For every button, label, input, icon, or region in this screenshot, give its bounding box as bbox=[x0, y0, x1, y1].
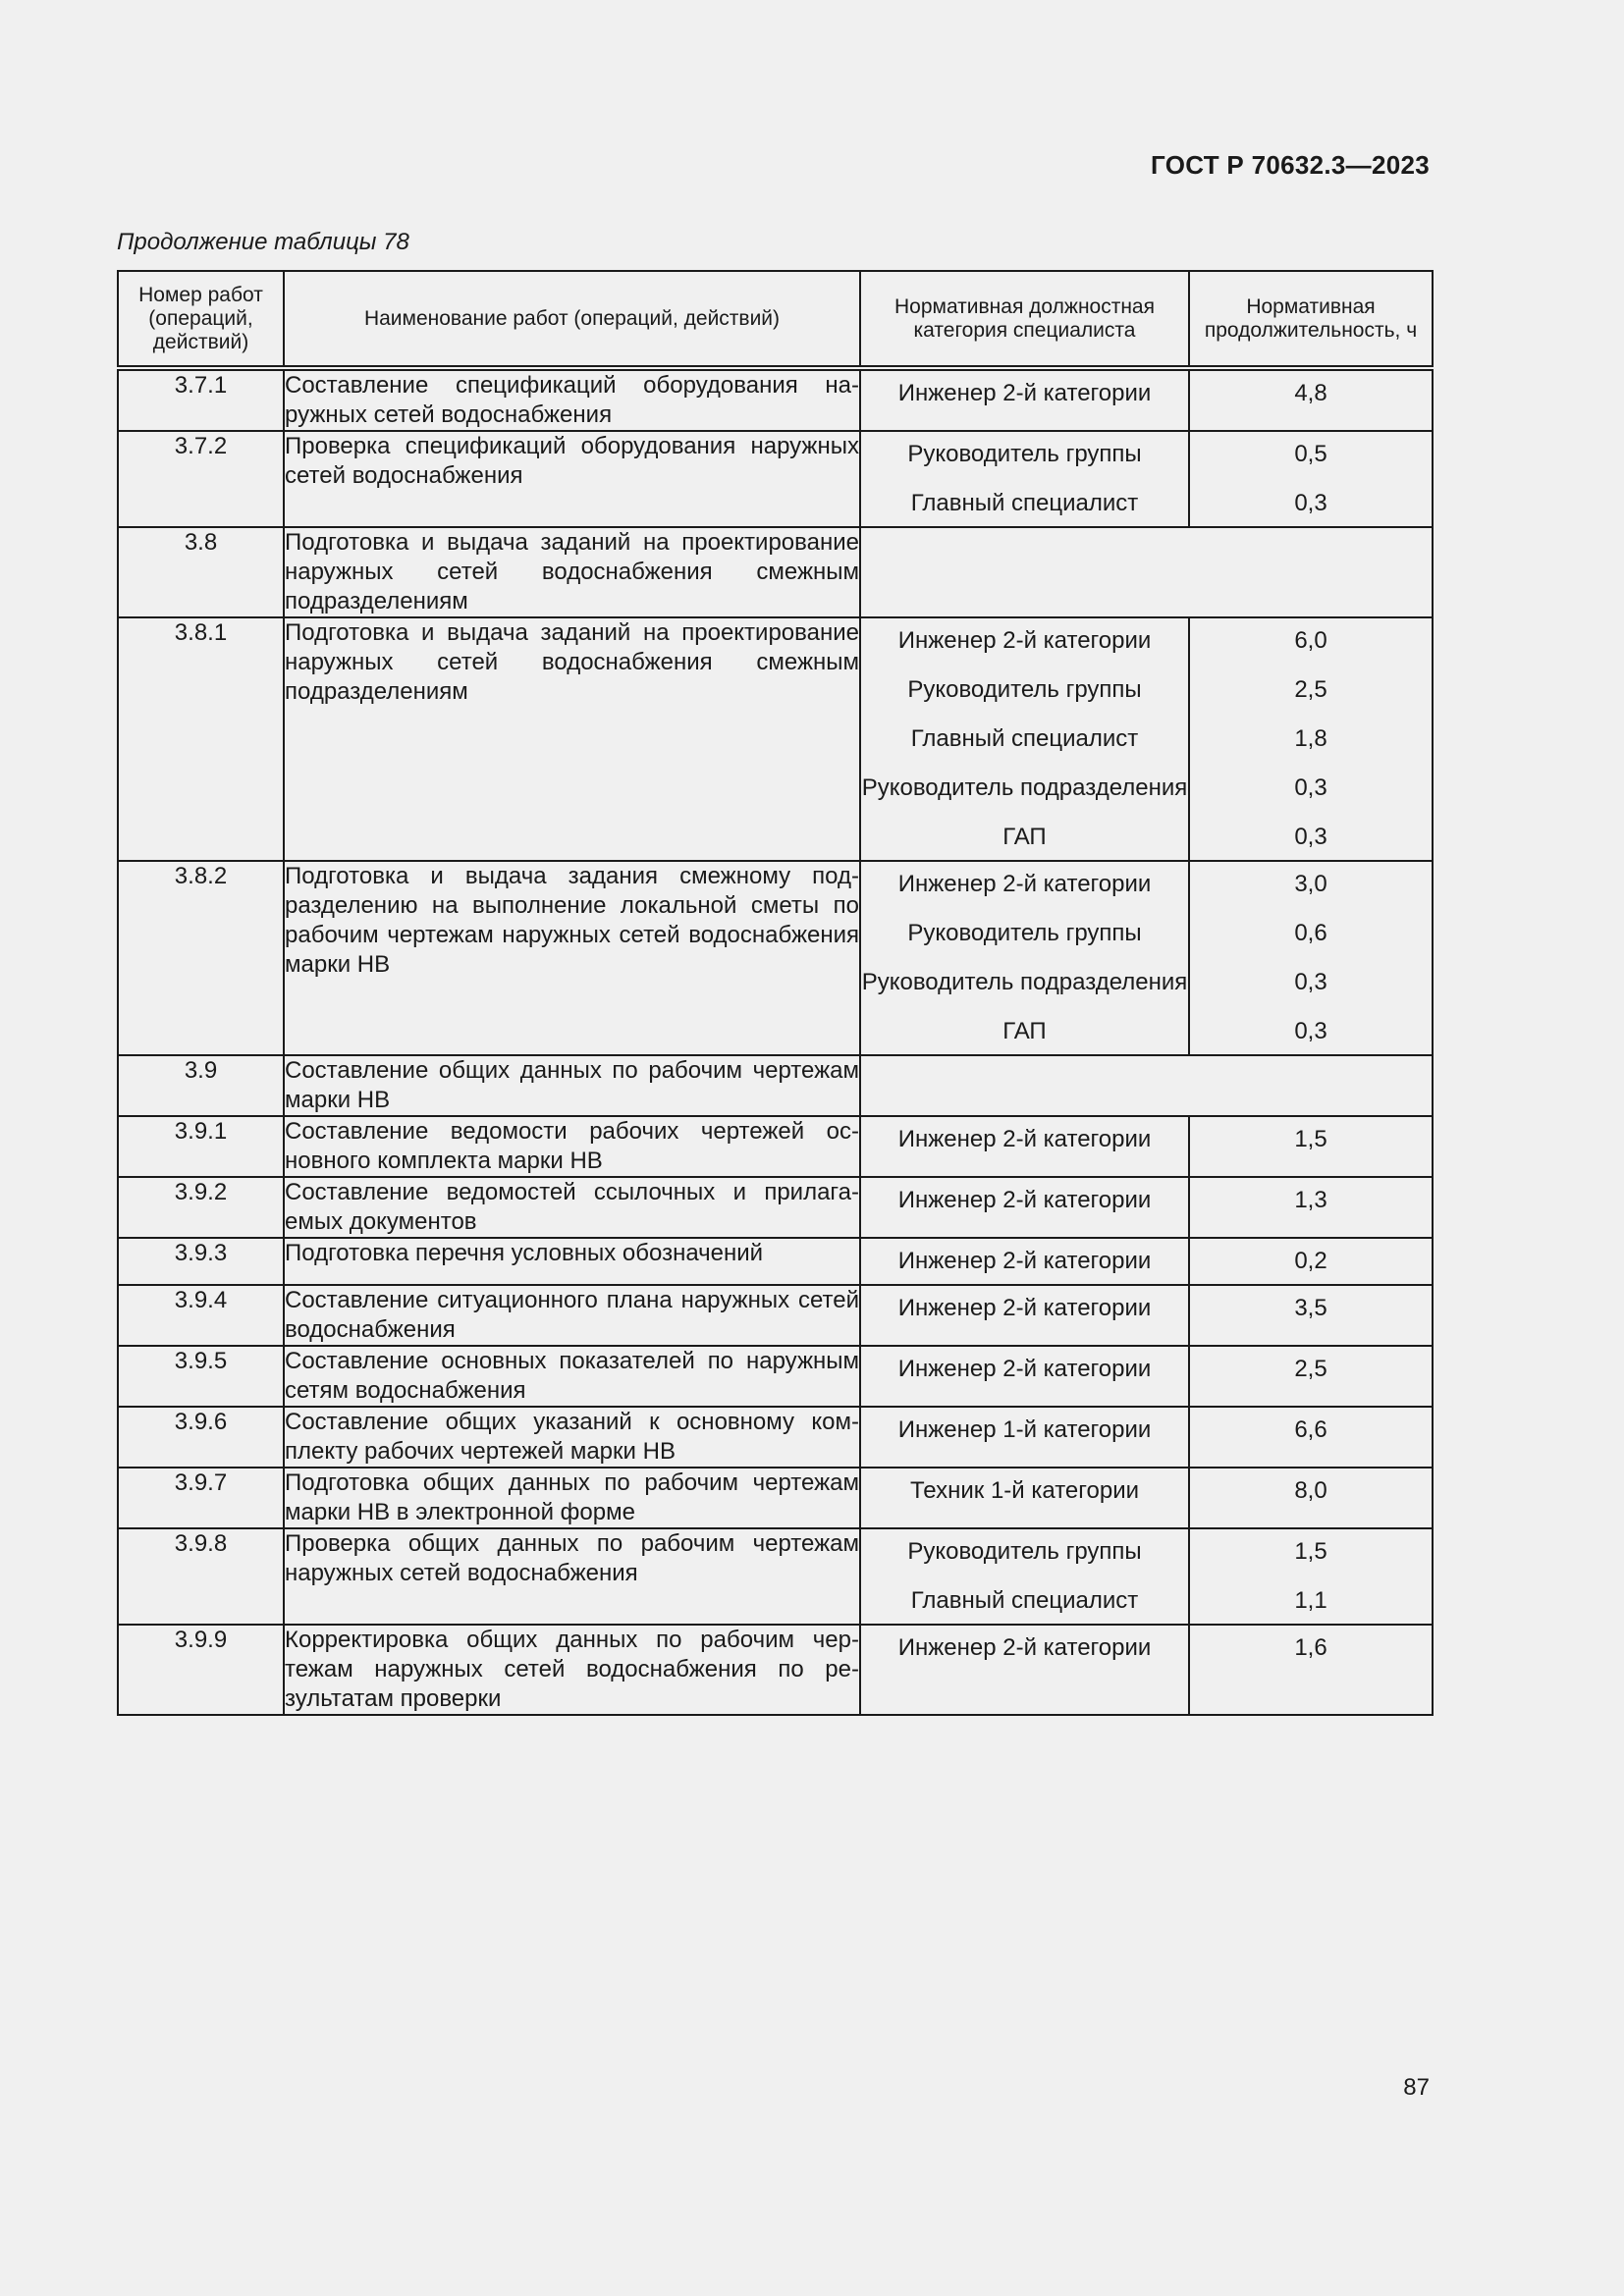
specialist-category: Инженер 2-й категории bbox=[897, 1187, 1152, 1213]
duration-cell bbox=[1189, 1407, 1433, 1468]
work-name: Проверка спецификаций оборудования наружных сетей водоснабжения bbox=[284, 431, 860, 527]
duration-cell bbox=[1189, 1468, 1433, 1528]
work-name: Составление общих данных по рабочим чертежам марки НВ bbox=[284, 1055, 860, 1116]
duration-cell bbox=[1189, 1116, 1433, 1177]
work-name: Составление ситуационного плана наружных сетей водоснабжения bbox=[284, 1285, 860, 1346]
work-number: 3.7.1 bbox=[118, 368, 284, 431]
duration-value: 8,0 bbox=[1294, 1477, 1327, 1504]
specialist-category-cell bbox=[860, 1528, 1189, 1625]
work-name: Подготовка общих данных по рабочим чертежам марки НВ в электронной форме bbox=[284, 1468, 860, 1528]
specialist-category: Руководитель подразделения bbox=[861, 969, 1188, 995]
specialist-category-cell bbox=[860, 1625, 1189, 1715]
empty-cell bbox=[860, 1055, 1433, 1116]
specialist-category: Главный специалист bbox=[910, 725, 1139, 752]
duration-value: 6,0 bbox=[1294, 627, 1327, 654]
work-name: Проверка общих данных по рабочим чертежам наружных сетей водоснабжения bbox=[284, 1528, 860, 1625]
specialist-category-cell bbox=[860, 1346, 1189, 1407]
column-header-number: Номер работ (операций, действий) bbox=[118, 271, 284, 368]
work-name: Подготовка перечня условных обозначений bbox=[284, 1238, 860, 1285]
specialist-category-cell bbox=[860, 1116, 1189, 1177]
specialist-category-cell bbox=[860, 431, 1189, 527]
work-name: Подготовка и выдача заданий на проектирование наружных сетей водоснабжения смежным подразделениям bbox=[284, 617, 860, 861]
specialist-category-cell bbox=[860, 617, 1189, 861]
table-row bbox=[118, 617, 1433, 861]
table-row bbox=[118, 1116, 1433, 1177]
specialist-category: ГАП bbox=[1002, 824, 1047, 850]
table-row bbox=[118, 1055, 1433, 1116]
specialist-category-cell bbox=[860, 1177, 1189, 1238]
table-row bbox=[118, 1407, 1433, 1468]
work-number: 3.7.2 bbox=[118, 431, 284, 527]
table-row bbox=[118, 1346, 1433, 1407]
table-row bbox=[118, 431, 1433, 527]
work-name: Подготовка и выдача задания смежному подразделению на выполнение локальной сметы по рабочим чертежам наружных сетей водоснабжения марки НВ bbox=[284, 861, 860, 1055]
specialist-category: Инженер 2-й категории bbox=[897, 380, 1152, 406]
duration-value: 0,3 bbox=[1294, 490, 1327, 516]
duration-value: 1,6 bbox=[1294, 1634, 1327, 1661]
duration-value: 0,3 bbox=[1294, 969, 1327, 995]
specialist-category-cell bbox=[860, 1285, 1189, 1346]
empty-cell bbox=[860, 527, 1433, 617]
work-number: 3.9.3 bbox=[118, 1238, 284, 1285]
norms-table bbox=[117, 270, 1434, 1716]
specialist-category: Инженер 2-й категории bbox=[897, 1126, 1152, 1152]
work-number: 3.9.1 bbox=[118, 1116, 284, 1177]
work-number: 3.9.5 bbox=[118, 1346, 284, 1407]
duration-value: 0,3 bbox=[1294, 1018, 1327, 1044]
duration-cell bbox=[1189, 1177, 1433, 1238]
duration-cell bbox=[1189, 1238, 1433, 1285]
specialist-category: Инженер 2-й категории bbox=[897, 627, 1152, 654]
specialist-category: Руководитель группы bbox=[907, 920, 1142, 946]
duration-value: 0,2 bbox=[1294, 1248, 1327, 1274]
specialist-category: Инженер 1-й категории bbox=[897, 1416, 1152, 1443]
column-header-duration: Нормативная продолжительность, ч bbox=[1189, 271, 1433, 368]
work-name: Подготовка и выдача заданий на проектирование наружных сетей водоснабжения смежным подразделениям bbox=[284, 527, 860, 617]
document-code: ГОСТ Р 70632.3—2023 bbox=[1151, 150, 1430, 180]
duration-value: 1,5 bbox=[1294, 1538, 1327, 1565]
specialist-category-cell bbox=[860, 368, 1189, 431]
specialist-category: Инженер 2-й категории bbox=[897, 1634, 1152, 1661]
work-name: Составление общих указаний к основному комплекту рабочих чертежей марки НВ bbox=[284, 1407, 860, 1468]
page-number: 87 bbox=[1403, 2074, 1430, 2101]
duration-value: 1,5 bbox=[1294, 1126, 1327, 1152]
work-number: 3.9.7 bbox=[118, 1468, 284, 1528]
duration-value: 2,5 bbox=[1294, 676, 1327, 703]
table-row bbox=[118, 527, 1433, 617]
duration-cell bbox=[1189, 431, 1433, 527]
specialist-category: Главный специалист bbox=[910, 490, 1139, 516]
duration-value: 0,6 bbox=[1294, 920, 1327, 946]
table-row bbox=[118, 1285, 1433, 1346]
work-name: Составление ведомостей ссылочных и прилагаемых документов bbox=[284, 1177, 860, 1238]
specialist-category-cell bbox=[860, 1468, 1189, 1528]
work-number: 3.9.6 bbox=[118, 1407, 284, 1468]
work-number: 3.9.2 bbox=[118, 1177, 284, 1238]
specialist-category: Инженер 2-й категории bbox=[897, 1295, 1152, 1321]
work-number: 3.9 bbox=[118, 1055, 284, 1116]
table-row bbox=[118, 1528, 1433, 1625]
duration-cell bbox=[1189, 1346, 1433, 1407]
specialist-category-cell bbox=[860, 1238, 1189, 1285]
table-row bbox=[118, 1177, 1433, 1238]
duration-value: 6,6 bbox=[1294, 1416, 1327, 1443]
duration-cell bbox=[1189, 861, 1433, 1055]
duration-cell bbox=[1189, 1285, 1433, 1346]
work-name: Корректировка общих данных по рабочим чертежам наружных сетей водоснабжения по результатам проверки bbox=[284, 1625, 860, 1715]
work-number: 3.8 bbox=[118, 527, 284, 617]
duration-value: 2,5 bbox=[1294, 1356, 1327, 1382]
specialist-category: Техник 1-й категории bbox=[909, 1477, 1140, 1504]
duration-value: 0,3 bbox=[1294, 824, 1327, 850]
table-body bbox=[118, 368, 1433, 1715]
work-number: 3.8.1 bbox=[118, 617, 284, 861]
specialist-category: Руководитель группы bbox=[907, 1538, 1142, 1565]
specialist-category: Руководитель группы bbox=[907, 676, 1142, 703]
work-name: Составление спецификаций оборудования наружных сетей водоснабжения bbox=[284, 368, 860, 431]
duration-cell bbox=[1189, 1528, 1433, 1625]
work-name: Составление ведомости рабочих чертежей основного комплекта марки НВ bbox=[284, 1116, 860, 1177]
specialist-category-cell bbox=[860, 861, 1189, 1055]
specialist-category: Инженер 2-й категории bbox=[897, 1356, 1152, 1382]
duration-cell bbox=[1189, 368, 1433, 431]
table-row bbox=[118, 1468, 1433, 1528]
duration-value: 1,1 bbox=[1294, 1587, 1327, 1614]
specialist-category: Руководитель подразделения bbox=[861, 774, 1188, 801]
work-number: 3.9.4 bbox=[118, 1285, 284, 1346]
duration-value: 0,5 bbox=[1294, 441, 1327, 467]
column-header-category: Нормативная должностная категория специалиста bbox=[860, 271, 1189, 368]
duration-cell bbox=[1189, 617, 1433, 861]
duration-value: 4,8 bbox=[1294, 380, 1327, 406]
work-name: Составление основных показателей по наружным сетям водоснабжения bbox=[284, 1346, 860, 1407]
specialist-category: Инженер 2-й категории bbox=[897, 871, 1152, 897]
duration-value: 3,5 bbox=[1294, 1295, 1327, 1321]
duration-value: 1,8 bbox=[1294, 725, 1327, 752]
specialist-category: Главный специалист bbox=[910, 1587, 1139, 1614]
specialist-category: Руководитель группы bbox=[907, 441, 1142, 467]
work-number: 3.9.9 bbox=[118, 1625, 284, 1715]
table-row bbox=[118, 1238, 1433, 1285]
specialist-category-cell bbox=[860, 1407, 1189, 1468]
duration-cell bbox=[1189, 1625, 1433, 1715]
work-number: 3.9.8 bbox=[118, 1528, 284, 1625]
table-row bbox=[118, 368, 1433, 431]
column-header-name: Наименование работ (операций, действий) bbox=[284, 271, 860, 368]
specialist-category: Инженер 2-й категории bbox=[897, 1248, 1152, 1274]
table-header-row bbox=[118, 271, 1433, 368]
duration-value: 1,3 bbox=[1294, 1187, 1327, 1213]
duration-value: 3,0 bbox=[1294, 871, 1327, 897]
table-row bbox=[118, 1625, 1433, 1715]
work-number: 3.8.2 bbox=[118, 861, 284, 1055]
table-caption: Продолжение таблицы 78 bbox=[117, 229, 409, 255]
table-row bbox=[118, 861, 1433, 1055]
duration-value: 0,3 bbox=[1294, 774, 1327, 801]
specialist-category: ГАП bbox=[1002, 1018, 1047, 1044]
